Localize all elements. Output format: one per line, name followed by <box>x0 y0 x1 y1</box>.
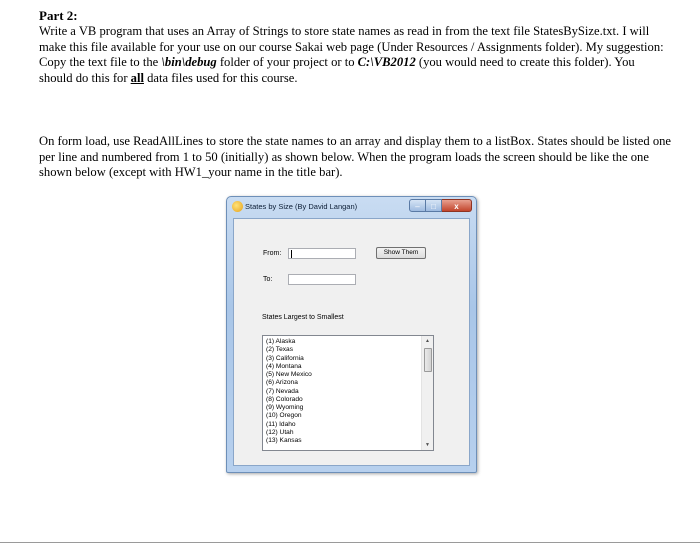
all-emphasis: all <box>130 70 144 85</box>
window-titlebar[interactable] <box>227 197 476 217</box>
from-textbox[interactable] <box>288 248 356 259</box>
show-them-button[interactable]: Show Them <box>376 247 426 259</box>
list-item[interactable]: (4) Montana <box>266 362 302 370</box>
list-item[interactable]: (3) California <box>266 354 304 362</box>
list-item[interactable]: (12) Utah <box>266 428 294 436</box>
to-label: To: <box>263 276 273 283</box>
window-controls <box>409 199 472 212</box>
form-client-area <box>233 218 470 466</box>
states-listbox[interactable] <box>262 335 434 451</box>
list-item[interactable]: (10) Oregon <box>266 412 302 420</box>
instructions-paragraph-1 <box>39 24 669 86</box>
window-title: States by Size (By David Langan) <box>245 202 358 211</box>
minimize-button[interactable]: – <box>409 199 426 212</box>
vb2012-path: C:\VB2012 <box>357 55 416 69</box>
list-item[interactable]: (7) Nevada <box>266 387 299 395</box>
close-button[interactable]: x <box>442 199 472 212</box>
para1-text-c: (you would need to create this folder). You should do this for <box>39 55 635 85</box>
list-item[interactable]: (8) Colorado <box>266 395 303 403</box>
para1-text-d: data files used for this course. <box>143 70 298 85</box>
from-label: From: <box>263 250 282 257</box>
list-item[interactable]: (2) Texas <box>266 346 293 354</box>
scroll-up-icon[interactable]: ▲ <box>425 338 430 344</box>
list-item[interactable]: (6) Arizona <box>266 379 298 387</box>
document-body <box>39 8 669 86</box>
listbox-scrollbar[interactable] <box>421 336 433 450</box>
app-icon <box>232 201 243 212</box>
list-item[interactable]: (13) Kansas <box>266 437 302 444</box>
part-heading: Part 2: <box>39 8 78 23</box>
list-item[interactable]: (1) Alaska <box>266 338 296 345</box>
para1-text-a: Write a VB program that uses an Array of Strings to store state names as read in from the text file StatesBySize.txt. I will make this file available for your use on our course Sakai web page (Under Resources / Assignments folder). My suggestion: Copy the text file to the <box>39 24 664 69</box>
instructions-paragraph-2: On form load, use ReadAllLines to store the state names to an array and display them to a listBox. States should be listed one per line and numbered from 1 to 50 (initially) as shown below. When the program loads the screen should be like the one shown below (except with HW1_your name in the title bar). <box>39 134 672 179</box>
bin-debug-path: \bin\debug <box>161 55 217 69</box>
app-window-screenshot <box>226 196 477 473</box>
scroll-down-icon[interactable]: ▼ <box>425 442 430 448</box>
scroll-thumb[interactable] <box>424 348 432 372</box>
list-item[interactable]: (9) Wyoming <box>266 404 304 411</box>
listbox-items <box>266 338 419 445</box>
para1-text-b: folder of your project or to <box>216 55 358 69</box>
maximize-button[interactable]: □ <box>426 199 442 212</box>
page-bottom-rule <box>0 542 700 543</box>
to-textbox[interactable] <box>288 274 356 285</box>
list-item[interactable]: (11) Idaho <box>266 420 296 428</box>
list-item[interactable]: (5) New Mexico <box>266 371 312 378</box>
list-label: States Largest to Smallest <box>262 314 344 321</box>
text-caret <box>291 250 292 258</box>
